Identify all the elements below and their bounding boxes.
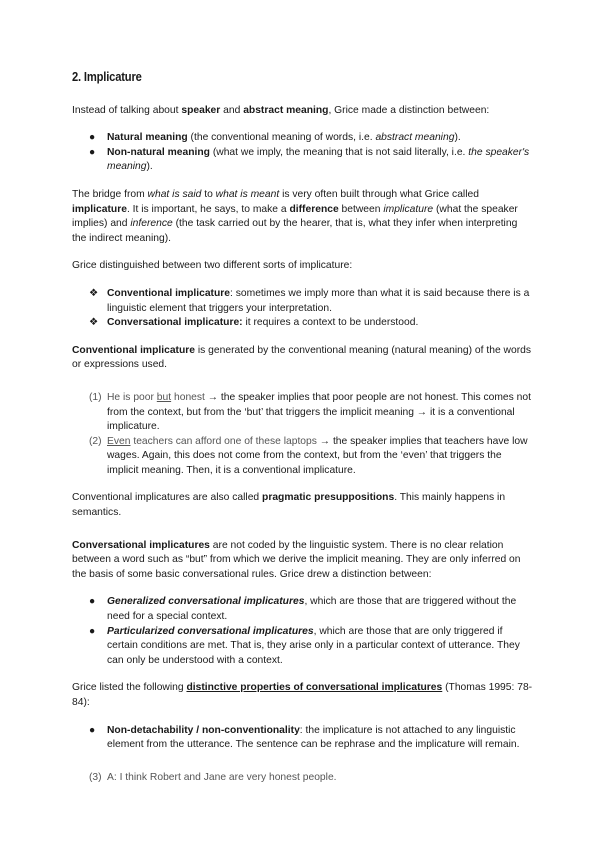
properties-list xyxy=(72,724,534,753)
example-text: He is poor xyxy=(107,391,157,403)
example-number: (2) xyxy=(89,435,102,447)
text: ). xyxy=(454,132,461,144)
bullet-icon: ● xyxy=(89,596,96,608)
underlined-word: but xyxy=(156,391,172,403)
text: : the implicature is not attached to any linguistic element from the utterance. The sentence can be rephrase and the implicature will remain. xyxy=(107,724,520,751)
italic-term: what is said xyxy=(147,188,202,200)
text: to xyxy=(201,188,216,200)
bold-term: Conversational implicature: xyxy=(107,317,243,329)
list-item xyxy=(72,724,534,753)
bold-italic-term: Generalized conversational implicatures xyxy=(107,596,305,608)
bullet-icon: ● xyxy=(89,132,96,144)
example-text: teachers can afford one of these laptops xyxy=(130,435,317,447)
section-heading: 2. Implicature xyxy=(72,69,142,84)
diamond-bullet-icon: ❖ xyxy=(89,317,99,329)
text: is generated by the conventional meaning (natural meaning) of the words or expressions used. xyxy=(72,344,532,371)
text: : sometimes we imply more than what it is said because there is a linguistic element that triggers your interpretation. xyxy=(107,287,530,314)
conversational-paragraph xyxy=(72,539,534,583)
text: (what the speaker implies) and xyxy=(72,203,518,230)
list-item xyxy=(72,287,534,316)
list-item xyxy=(72,595,534,624)
text: Grice listed the following xyxy=(72,682,187,694)
conventional-paragraph xyxy=(72,344,534,373)
meaning-list xyxy=(72,131,534,175)
text: , which are those that are triggered without the need for a special context. xyxy=(107,596,517,623)
bullet-icon: ● xyxy=(89,724,96,736)
italic-term: implicature xyxy=(383,203,434,215)
bridge-paragraph xyxy=(72,188,534,246)
text: . This mainly happens in semantics. xyxy=(72,492,506,519)
list-item xyxy=(72,146,534,175)
examples-list xyxy=(72,391,534,479)
text: and xyxy=(220,104,244,116)
text: is very often built through what Grice called xyxy=(279,188,479,200)
text: , which are those that are only triggered if certain conditions are met. That is, they arise only in a particular context of utterance. They can only be understood with a context. xyxy=(107,625,520,666)
text: Instead of talking about xyxy=(72,104,182,116)
bullet-icon: ● xyxy=(89,625,96,637)
bold-term: pragmatic presuppositions xyxy=(262,492,395,504)
text: ). xyxy=(146,161,153,173)
bullet-icon: ● xyxy=(89,146,96,158)
intro-paragraph xyxy=(72,104,534,119)
implicature-types-list xyxy=(72,287,534,331)
bold-term: implicature xyxy=(72,203,127,215)
list-item xyxy=(72,316,534,331)
text: → the speaker implies that poor people are not honest. This comes not from the context, but from the ‘but’ that triggers the implicit meaning → it is a conventional implicature. xyxy=(107,391,531,433)
sorts-paragraph: Grice distinguished between two different sorts of implicature: xyxy=(72,260,353,272)
example-item xyxy=(72,391,534,435)
bold-italic-term: Particularized conversational implicatures xyxy=(107,625,314,637)
text: Conventional implicatures are also called xyxy=(72,492,263,504)
example-number: (3) xyxy=(89,771,102,783)
bold-term: Non-natural meaning xyxy=(107,146,210,158)
presupposition-paragraph xyxy=(72,491,534,520)
italic-term: the speaker's meaning xyxy=(107,146,530,173)
example-item xyxy=(72,771,534,786)
list-item xyxy=(72,625,534,669)
text: between xyxy=(338,203,384,215)
text: (the conventional meaning of words, i.e. xyxy=(187,132,376,144)
bold-term: abstract meaning xyxy=(243,104,329,116)
example-number: (1) xyxy=(89,391,102,403)
italic-term: inference xyxy=(130,218,173,230)
italic-term: what is meant xyxy=(215,188,280,200)
text: (Thomas 1995: 78-84): xyxy=(72,682,533,708)
document-page xyxy=(72,70,534,798)
text: The bridge from xyxy=(72,188,148,200)
properties-paragraph xyxy=(72,681,534,710)
bold-term: Natural meaning xyxy=(107,132,188,144)
example-item xyxy=(72,435,534,479)
italic-term: abstract meaning xyxy=(375,132,455,144)
bold-term: Conventional implicature xyxy=(72,344,196,356)
bold-term: Conversational implicatures xyxy=(72,539,210,551)
list-item xyxy=(72,131,534,146)
bold-term: speaker xyxy=(181,104,221,116)
examples-list-2 xyxy=(72,771,534,786)
text: (what we imply, the meaning that is not said literally, i.e. xyxy=(209,146,469,158)
underlined-word: Even xyxy=(107,435,131,447)
example-text: honest xyxy=(171,391,205,403)
bold-term: difference xyxy=(289,203,339,215)
example-text: A: I think Robert and Jane are very honest people. xyxy=(107,771,337,783)
text: are not coded by the linguistic system. There is no clear relation between a word such as “but” from which we derive the implicit meaning. They are only inferred on the basis of some basic conversational rules. Grice drew a distinction between: xyxy=(72,539,521,580)
bold-term: Conventional implicature xyxy=(107,287,231,299)
text: it requires a context to be understood. xyxy=(242,317,419,329)
text: . It is important, he says, to make a xyxy=(126,203,290,215)
text: (the task carried out by the hearer, that is, what they infer when interpreting the indirect meaning). xyxy=(72,218,518,244)
bold-term: Non-detachability / non-conventionality xyxy=(107,724,300,736)
bold-underlined-term: distinctive properties of conversational implicatures xyxy=(186,682,443,694)
conversational-types-list xyxy=(72,595,534,668)
text: , Grice made a distinction between: xyxy=(328,104,490,116)
text: → the speaker implies that teachers have low wages. Again, this does not come from the context, but from the ‘even’ that triggers the implicit meaning. Then, it is a conventional implicature. xyxy=(107,435,528,476)
diamond-bullet-icon: ❖ xyxy=(89,287,99,299)
